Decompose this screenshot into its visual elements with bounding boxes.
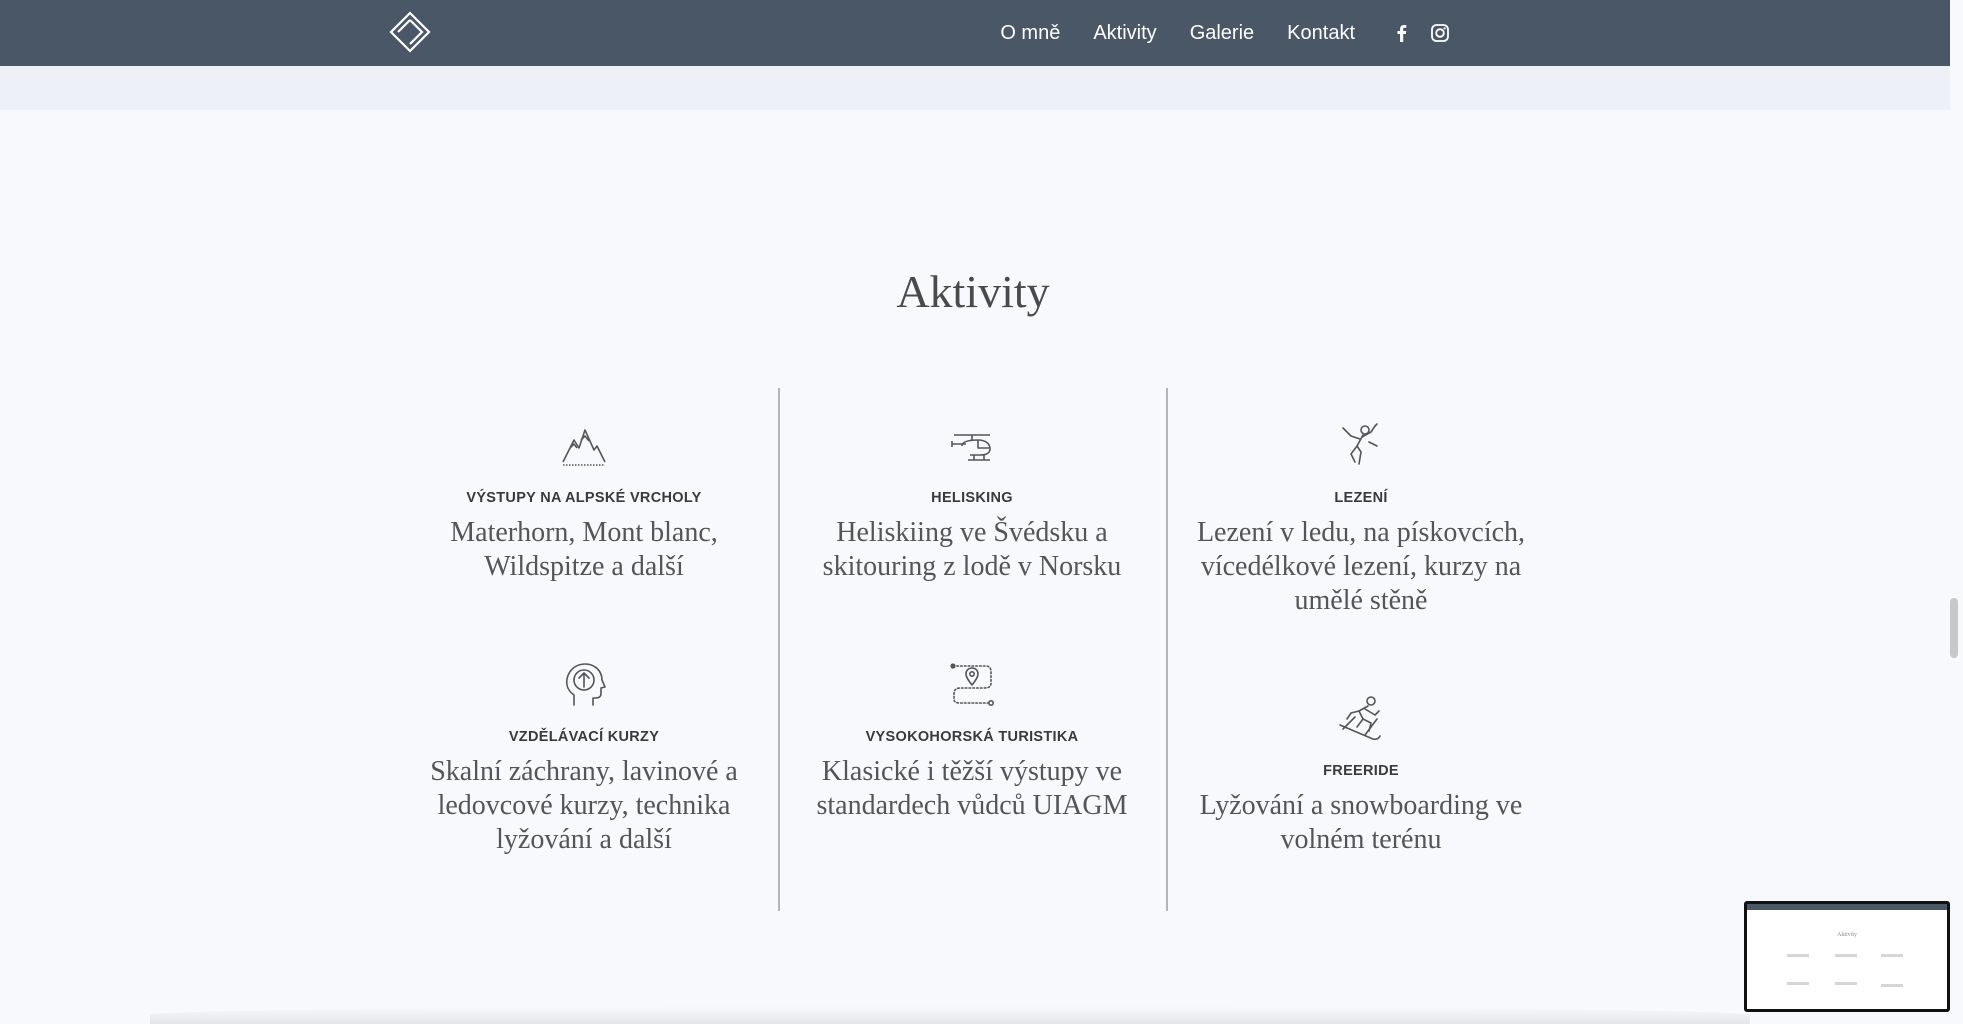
instagram-icon[interactable] — [1430, 23, 1450, 43]
column-divider — [778, 388, 780, 911]
activity-text: Lyžování a snowboarding ve volném terénu — [1199, 790, 1523, 855]
activity-card-turistika — [792, 661, 1152, 823]
minimap-navbar — [1747, 904, 1947, 910]
minimap-title: Aktivity — [1836, 932, 1857, 938]
logo-icon[interactable] — [388, 10, 432, 54]
main-nav — [1000, 0, 1450, 66]
activity-text: Klasické i těžší výstupy ve standardech vůdců UIAGM — [816, 756, 1128, 821]
activity-title: VÝSTUPY NA ALPSKÉ VRCHOLY — [466, 490, 702, 506]
activity-text: Heliskiing ve Švédsku a skitouring z lodě v Norsku — [822, 517, 1122, 582]
activity-title: VYSOKOHORSKÁ TURISTIKA — [865, 729, 1079, 745]
activity-text: Lezení v ledu, na pískovcích, vícedélkové lezení, kurzy na umělé stěně — [1196, 517, 1526, 616]
nav-link-aktivity[interactable]: Aktivity — [1093, 21, 1157, 44]
activity-title: FREERIDE — [1323, 763, 1399, 779]
section-title: Aktivity — [896, 266, 1050, 317]
nav-link-kontakt[interactable]: Kontakt — [1287, 21, 1355, 44]
activity-title: LEZENÍ — [1334, 490, 1388, 506]
activity-card-vystupy — [404, 422, 764, 584]
minimap-block — [1787, 982, 1809, 985]
nav-link-galerie[interactable]: Galerie — [1189, 21, 1255, 44]
minimap-block — [1835, 982, 1857, 985]
activity-title: HELISKING — [931, 490, 1013, 506]
column-divider — [1166, 388, 1168, 911]
scrollbar-thumb[interactable] — [1950, 598, 1958, 658]
skier-icon — [1337, 695, 1385, 741]
mountain-icon — [560, 422, 608, 468]
minimap-block — [1787, 954, 1809, 957]
nav-link-o-mne[interactable]: O mně — [1000, 21, 1061, 44]
activity-card-lezeni — [1181, 422, 1541, 618]
helicopter-icon — [948, 422, 996, 468]
social-links — [1392, 23, 1450, 43]
minimap-block — [1881, 954, 1903, 957]
minimap-block — [1835, 954, 1857, 957]
activity-text: Skalní záchrany, lavinové a ledovcové kurzy, technika lyžování a další — [430, 756, 738, 855]
head-arrow-icon — [560, 661, 608, 707]
bottom-shadow — [150, 1006, 1750, 1024]
activity-text: Materhorn, Mont blanc, Wildspitze a další — [450, 517, 718, 582]
header-band — [0, 66, 1950, 110]
route-pin-icon — [948, 661, 996, 707]
activity-title: VZDĚLÁVACÍ KURZY — [508, 729, 660, 745]
minimap-block — [1881, 984, 1903, 987]
facebook-icon[interactable] — [1392, 23, 1412, 43]
activity-card-kurzy — [404, 661, 764, 857]
top-navbar — [0, 0, 1950, 66]
activity-card-freeride — [1181, 695, 1541, 857]
activity-card-helisking — [792, 422, 1152, 584]
page-minimap[interactable] — [1744, 901, 1950, 1012]
climber-icon — [1337, 422, 1385, 468]
